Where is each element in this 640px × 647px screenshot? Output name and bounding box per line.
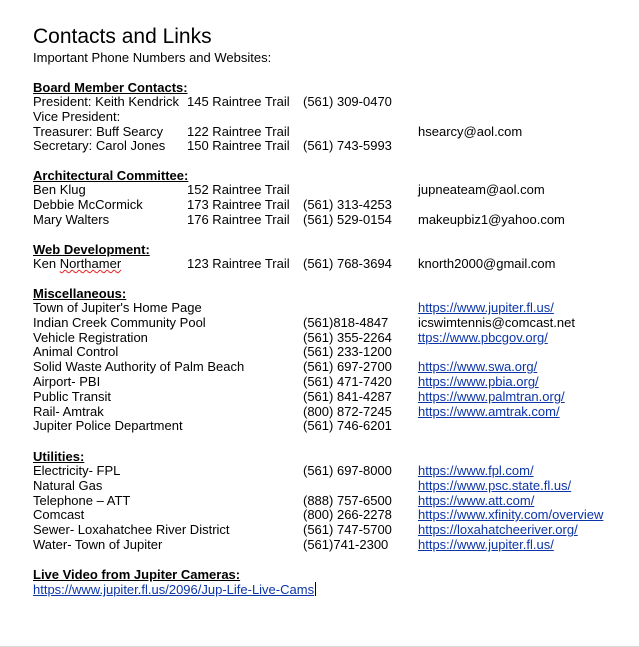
resource-link[interactable]: https://www.swa.org/ xyxy=(418,359,538,375)
misc-row xyxy=(33,331,633,346)
utility-link[interactable]: https://loxahatcheeriver.org/ xyxy=(418,522,578,538)
video-section xyxy=(33,567,633,597)
board-row xyxy=(33,139,633,154)
contact-phone: (561) 743-5993 xyxy=(303,138,392,154)
contact-first-name: Ken xyxy=(33,256,60,271)
resource-email: icswimtennis@comcast.net xyxy=(418,314,575,330)
resource-name: Airport- PBI xyxy=(33,373,101,389)
text-cursor xyxy=(315,582,316,596)
resource-link[interactable]: ttps://www.pbcgov.org/ xyxy=(418,329,548,345)
utility-phone: (561) 697-8000 xyxy=(303,463,392,478)
board-row xyxy=(33,110,633,125)
misc-row xyxy=(33,405,633,420)
page-title: Contacts and Links xyxy=(33,25,212,48)
utility-name: Comcast xyxy=(33,507,85,523)
architectural-heading: Architectural Committee: xyxy=(33,168,189,183)
architectural-section xyxy=(33,168,633,227)
misc-heading: Miscellaneous: xyxy=(33,286,127,301)
video-link[interactable]: https://www.jupiter.fl.us/2096/Jup-Life-Live-Cams xyxy=(33,582,315,597)
contact-address: 122 Raintree Trail xyxy=(187,123,290,139)
resource-phone: (561) 697-2700 xyxy=(303,359,392,375)
utility-row xyxy=(33,508,633,523)
contact-name: Treasurer: Buff Searcy xyxy=(33,123,164,139)
resource-link[interactable]: https://www.jupiter.fl.us/ xyxy=(418,300,554,315)
contact-address: 150 Raintree Trail xyxy=(187,138,290,154)
webdev-heading: Web Development: xyxy=(33,242,150,257)
resource-phone: (561) 471-7420 xyxy=(303,373,392,389)
contact-email: jupneateam@aol.com xyxy=(418,182,545,197)
contact-address: 173 Raintree Trail xyxy=(187,196,290,212)
contact-email: knorth2000@gmail.com xyxy=(418,256,556,271)
contact-phone: (561) 529-0154 xyxy=(303,211,392,227)
contact-phone: (561) 309-0470 xyxy=(303,94,392,109)
utility-name: Electricity- FPL xyxy=(33,463,121,478)
utility-name: Sewer- Loxahatchee River District xyxy=(33,522,230,538)
contact-name xyxy=(33,257,121,272)
utility-link[interactable]: https://www.xfinity.com/overview xyxy=(418,507,604,523)
utility-link[interactable]: https://www.jupiter.fl.us/ xyxy=(418,536,554,552)
contact-name: Debbie McCormick xyxy=(33,196,143,212)
contact-name: Mary Walters xyxy=(33,211,110,227)
contact-address: 152 Raintree Trail xyxy=(187,182,290,197)
resource-phone: (561) 233-1200 xyxy=(303,344,392,360)
page-subtitle: Important Phone Numbers and Websites: xyxy=(33,50,272,65)
resource-name: Animal Control xyxy=(33,344,119,360)
utility-phone: (561)741-2300 xyxy=(303,536,389,552)
architectural-row xyxy=(33,183,633,198)
utility-name: Telephone – ATT xyxy=(33,492,131,508)
utility-row xyxy=(33,479,633,494)
resource-name: Town of Jupiter's Home Page xyxy=(33,300,202,315)
contact-name: Ben Klug xyxy=(33,182,86,197)
misc-row xyxy=(33,360,633,375)
utility-phone: (561) 747-5700 xyxy=(303,522,392,538)
resource-name: Solid Waste Authority of Palm Beach xyxy=(33,359,245,375)
contact-email: hsearcy@aol.com xyxy=(418,123,523,139)
resource-name: Indian Creek Community Pool xyxy=(33,314,206,330)
video-heading: Live Video from Jupiter Cameras: xyxy=(33,567,241,582)
misc-row xyxy=(33,419,633,434)
resource-name: Vehicle Registration xyxy=(33,329,148,345)
resource-phone: (800) 872-7245 xyxy=(303,403,392,419)
contact-phone: (561) 313-4253 xyxy=(303,196,392,212)
utility-row xyxy=(33,538,633,553)
contact-last-name: Northamer xyxy=(59,256,122,271)
utility-link[interactable]: https://www.att.com/ xyxy=(418,492,535,508)
architectural-row xyxy=(33,213,633,228)
resource-phone: (561) 841-4287 xyxy=(303,388,392,404)
board-row xyxy=(33,125,633,140)
misc-row xyxy=(33,390,633,405)
misc-section xyxy=(33,286,633,434)
utility-row xyxy=(33,494,633,509)
contact-address: 123 Raintree Trail xyxy=(187,256,290,271)
architectural-row xyxy=(33,198,633,213)
webdev-section xyxy=(33,242,633,272)
board-heading: Board Member Contacts: xyxy=(33,80,188,95)
video-row xyxy=(33,582,633,597)
contact-name: Vice President: xyxy=(33,108,121,124)
resource-link[interactable]: https://www.pbia.org/ xyxy=(418,373,539,389)
resource-name: Rail- Amtrak xyxy=(33,403,104,419)
utility-link[interactable]: https://www.fpl.com/ xyxy=(418,463,534,478)
contact-name: Secretary: Carol Jones xyxy=(33,138,166,154)
board-row xyxy=(33,95,633,110)
utility-link[interactable]: https://www.psc.state.fl.us/ xyxy=(418,477,572,493)
resource-link[interactable]: https://www.palmtran.org/ xyxy=(418,388,565,404)
misc-row xyxy=(33,375,633,390)
contact-name: President: Keith Kendrick xyxy=(33,94,179,109)
resource-name: Public Transit xyxy=(33,388,112,404)
contact-address: 176 Raintree Trail xyxy=(187,211,290,227)
misc-row xyxy=(33,316,633,331)
resource-link[interactable]: https://www.amtrak.com/ xyxy=(418,403,560,419)
board-section xyxy=(33,80,633,154)
resource-phone: (561) 746-6201 xyxy=(303,418,392,434)
contact-email: makeupbiz1@yahoo.com xyxy=(418,211,565,227)
utility-row xyxy=(33,523,633,538)
misc-row xyxy=(33,345,633,360)
utility-phone: (800) 266-2278 xyxy=(303,507,392,523)
webdev-row xyxy=(33,257,633,272)
contact-phone: (561) 768-3694 xyxy=(303,256,392,271)
misc-row xyxy=(33,301,633,316)
video-link-wrapper xyxy=(33,582,316,598)
utility-phone: (888) 757-6500 xyxy=(303,492,392,508)
utility-name: Natural Gas xyxy=(33,477,103,493)
utility-row xyxy=(33,464,633,479)
resource-phone: (561)818-4847 xyxy=(303,314,389,330)
utility-name: Water- Town of Jupiter xyxy=(33,536,163,552)
contact-address: 145 Raintree Trail xyxy=(187,94,290,109)
resource-phone: (561) 355-2264 xyxy=(303,329,392,345)
resource-name: Jupiter Police Department xyxy=(33,418,183,434)
utilities-heading: Utilities: xyxy=(33,449,85,464)
utilities-section xyxy=(33,449,633,553)
